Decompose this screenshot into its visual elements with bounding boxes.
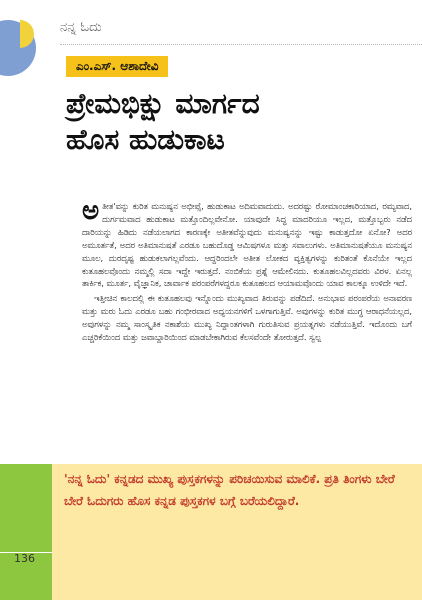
paragraph-2: ಇತ್ತೀಚಿನ ಕಾಲದಲ್ಲಿ ಈ ಕುತೂಹಲವು ಇನ್ನೊಂದು ಮುಖ್ಯವಾದ ತಿರುವನ್ನು ಪಡೆದಿದೆ. ಅನುಭಾವ ಪರಂಪರೆಯ ಅನಾವರಣ ಮತ್ತು ಮರು ಓದು ಎರಡೂ ಬಹು ಗಂಭೀರವಾದ ಅಧ್ಯಯನಗಳಿಗೆ ಒಳಗಾಗುತ್ತಿವೆ. ಅವುಗಳನ್ನು ಕುರಿತ ಮುಗ್ಧ ಆರಾಧನೆಯಲ್ಲದ, ಅವುಗಳನ್ನು ನಮ್ಮ ಸಾಂಸ್ಕೃತಿಕ ನಕಾಶೆಯ ಮುಖ್ಯ ನಿದ್ದಾಂತಗಳಾಗಿ ಗುರುತಿಸುವ ಪ್ರಯತ್ನಗಳು ನಡೆಯುತ್ತಿವೆ. ಇದೊಂದು ಬಗೆ ಎಚ್ಚರಿಕೆಯಿಂದ ಮತ್ತು ಜವಾಬ್ದಾರಿಯಿಂದ ಮಾಡಬೇಕಾಗಿರುವ ಕೆಲಸವೆಂದೇ ತೋರುತ್ತದೆ. ಸ್ವಲ್ಪ (82, 293, 412, 343)
header-divider (60, 44, 422, 45)
drop-cap: ಅ (82, 196, 100, 226)
section-label: ನನ್ನ ಓದು (60, 20, 102, 35)
title-line-1: ಪ್ರೇಮಭಿಕ್ಷು ಮಾರ್ಗದ (66, 87, 260, 120)
page-number: 136 (14, 552, 35, 565)
title-line-2: ಹೊಸ ಹುಡುಕಾಟ (66, 123, 225, 156)
paragraph-1-text: ತೀತ'ವನ್ನು ಕುರಿತ ಮನುಷ್ಯನ ಅಭೀಪ್ಸೆ, ಹುಡುಕಾಟ ಅದಿಮವಾದುದು. ಅದರಷ್ಟು ರೋಮಾಂಚಕಾರಿಯಾದ, ರಮ್ಯವಾದ, ದುರ್ಗಮವಾದ ಹುಡುಕಾಟ ಮತ್ತೊಂದಿಲ್ಲವೇನೋ. ಯಾವುದೇ ಸಿದ್ಧ ಮಾದರಿಯೂ ಇಲ್ಲದ, ಮತ್ತೊಬ್ಬರು ನಡೆದ ದಾರಿಯನ್ನು ಹಿಡಿದು ನಡೆಯಲಾಗದ ಕಾರಣಕ್ಕೇ ಅತೀತವೆನ್ನುವುದು ಮನುಷ್ಯನನ್ನು ಇಷ್ಟು ಕಾಡುತ್ತದೋ ಏನೋ? ಅದರ ಅಮೂರ್ತತೆ, ಅದರ ಅತಿಮಾನುಷತೆ ಎರಡೂ ಬಹುದೊಡ್ಡ ಆಮಿಷಗಳೂ ಮತ್ತು ಸವಾಲುಗಳು. ಅತಿಮಾನುಷತೆಯೂ ಮನುಷ್ಯನ ಮೂಲ, ದುರದೃಷ್ಟ ಹುಡುಕಲಾಗಲ್ಲವೆಂದು. ಆದ್ದರಿಂದಲೇ ಅತೀತ ಲೋಕದ ವ್ಯಕ್ತಿತ್ವಗಳನ್ನು ಕುರಿತಂತೆ ಕೊನೆಯೇ ಇಲ್ಲದ ಕುತೂಹಲವೊಂದು ನಮ್ಮಲ್ಲಿ ಸದಾ ಇದ್ದೇ ಇರುತ್ತದೆ. ನಂಬಿಕೆಯ ಪ್ರಶ್ನೆ ಆಮೇಲಿನದು. ಕುತೂಹಲವಿಲ್ಲದವರು ವಿರಳ. ಏನಲ್ಲ ತಾರ್ಕಿಕ, ಮೂರ್ತ, ವೈಜ್ಞಾನಿಕ, ಚಾರ್ವಾಕ ಪರಂಪರೆಗಳದ್ದರೂ ಕುತೂಹಲದ ಆಯಾಮವೊಂದು ಯಾವ ಕಾಲಕ್ಕೂ ಉಳಿದೇ ಇದೆ. (82, 201, 412, 289)
article-title (66, 86, 406, 158)
series-note-text: 'ನನ್ನ ಓದು' ಕನ್ನಡದ ಮುಖ್ಯ ಪುಸ್ತಕಗಳನ್ನು ಪರಿಚಯಿಸುವ ಮಾಲಿಕೆ. ಪ್ರತಿ ತಿಂಗಳು ಬೇರೆ ಬೇರೆ ಓದುಗರು ಹೊಸ ಕನ್ನಡ ಪುಸ್ತಕಗಳ ಬಗ್ಗೆ ಬರೆಯಲಿದ್ದಾರೆ. (64, 472, 395, 508)
footer-side-bar (0, 464, 52, 600)
article-body (82, 196, 412, 346)
author-badge: ಎಂ.ಎಸ್. ಆಶಾದೇವಿ (66, 56, 168, 77)
paragraph-1 (82, 196, 412, 290)
